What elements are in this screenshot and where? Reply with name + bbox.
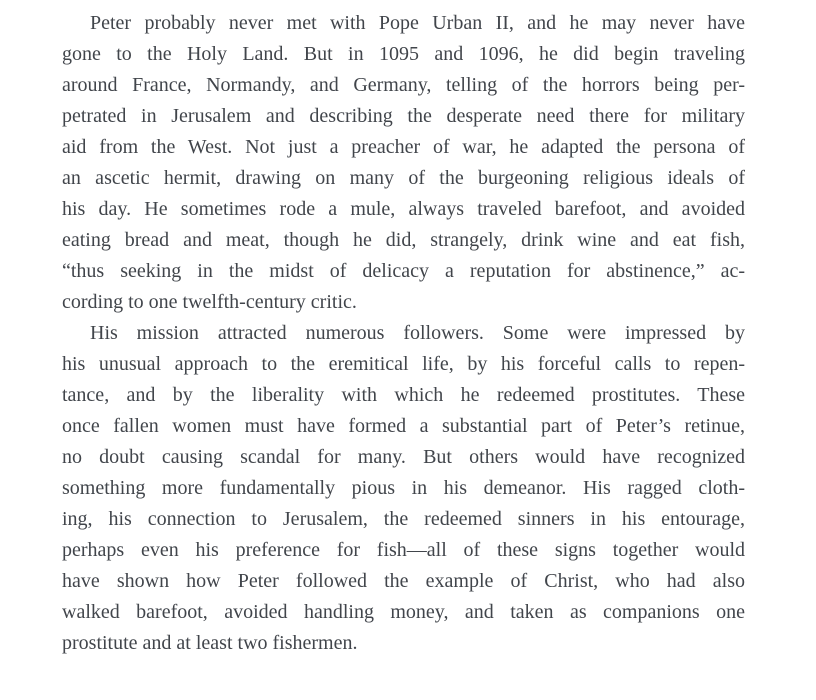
text-line: ing, his connection to Jerusalem, the redeemed sinners in his entourage, — [62, 508, 745, 530]
text-line: Peter probably never met with Pope Urban II, and he may never have — [90, 12, 745, 34]
text-line: His mission attracted numerous followers. Some were impressed by — [90, 322, 745, 344]
text-line: cording to one twelfth-century critic. — [62, 291, 357, 313]
text-line: “thus seeking in the midst of delicacy a reputation for abstinence,” ac- — [62, 260, 745, 282]
text-line: no doubt causing scandal for many. But others would have recognized — [62, 446, 745, 468]
text-line: once fallen women must have formed a substantial part of Peter’s retinue, — [62, 415, 745, 437]
text-line: his unusual approach to the eremitical life, by his forceful calls to repen- — [62, 353, 745, 375]
text-line: petrated in Jerusalem and describing the desperate need there for military — [62, 105, 745, 127]
text-line: around France, Normandy, and Germany, telling of the horrors being per- — [62, 74, 745, 96]
text-line: gone to the Holy Land. But in 1095 and 1096, he did begin traveling — [62, 43, 745, 65]
text-line: eating bread and meat, though he did, strangely, drink wine and eat fish, — [62, 229, 745, 251]
text-line: aid from the West. Not just a preacher of war, he adapted the persona of — [62, 136, 745, 158]
text-line: prostitute and at least two fishermen. — [62, 632, 358, 654]
text-line: his day. He sometimes rode a mule, always traveled barefoot, and avoided — [62, 198, 745, 220]
text-line: something more fundamentally pious in his demeanor. His ragged cloth- — [62, 477, 745, 499]
page-text — [62, 8, 745, 659]
paragraph — [62, 318, 745, 659]
text-line: perhaps even his preference for fish—all of these signs together would — [62, 539, 745, 561]
text-line: have shown how Peter followed the example of Christ, who had also — [62, 570, 745, 592]
text-line: tance, and by the liberality with which he redeemed prostitutes. These — [62, 384, 745, 406]
paragraph — [62, 8, 745, 318]
text-line: an ascetic hermit, drawing on many of the burgeoning religious ideals of — [62, 167, 745, 189]
text-line: walked barefoot, avoided handling money, and taken as companions one — [62, 601, 745, 623]
